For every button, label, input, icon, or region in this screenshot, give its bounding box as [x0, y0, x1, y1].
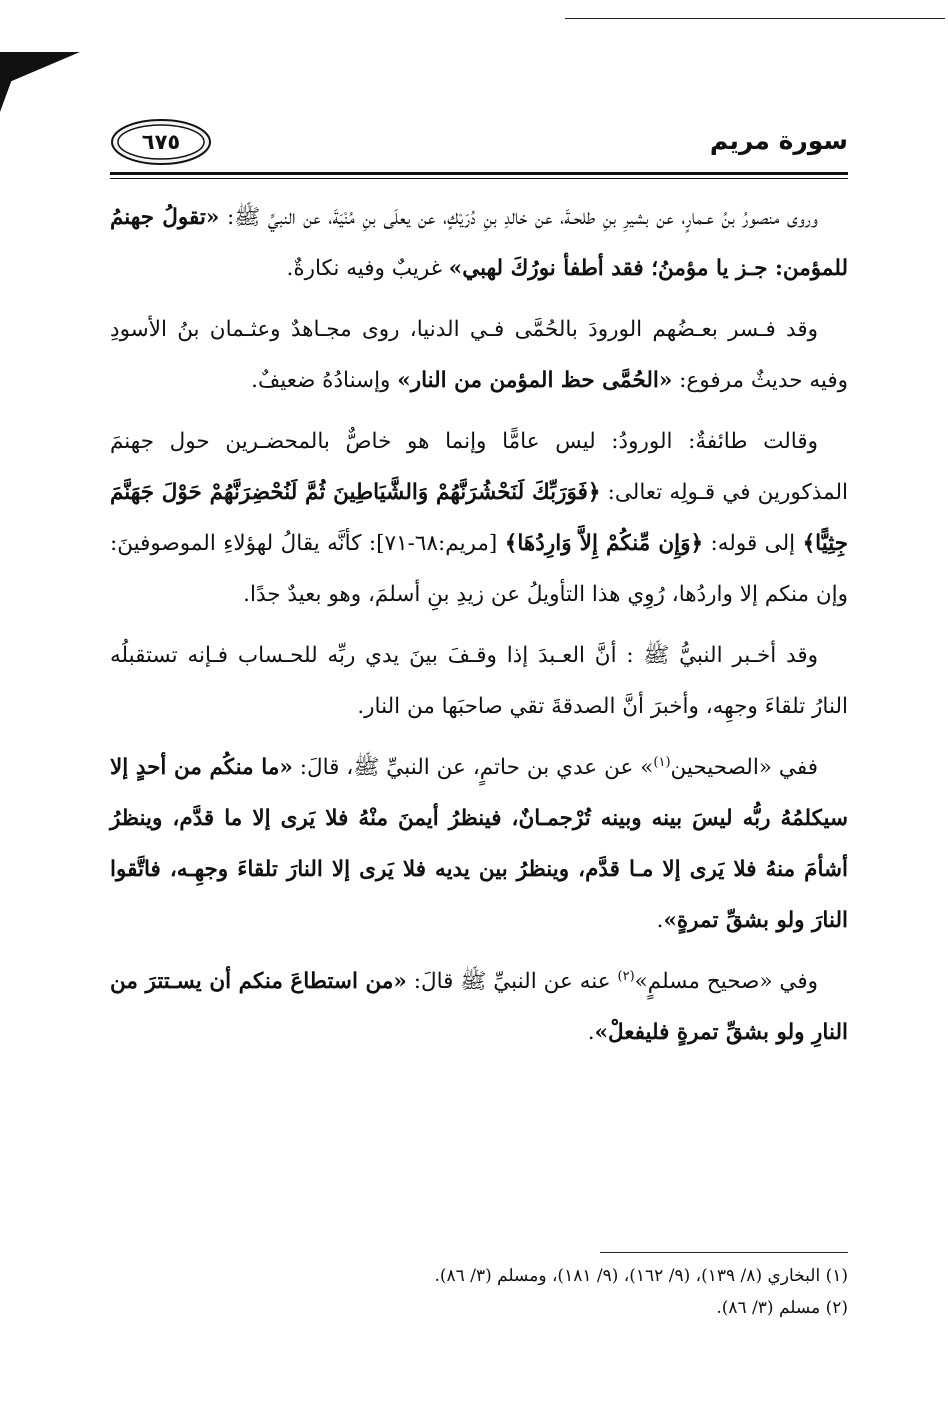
text-run: عنه عن النبيِّ ﷺ قالَ: [406, 969, 618, 994]
header-rule-thin [110, 178, 848, 179]
text-run: وفي «صحيح مسلمٍ» [634, 969, 818, 994]
text-run: وروى منصورُ بنُ عـمارٍ، عن بشيرِ بنِ طلحـةَ، عن خالدِ بنِ دُرَيْكٍ، عن يعلَى بنِ مُنْيَةَ، عن النبيِّ ﷺ: [219, 205, 818, 230]
text-run: . [587, 1020, 595, 1045]
paragraph-5 [110, 742, 848, 946]
paragraph-3 [110, 416, 848, 620]
paragraph-6 [110, 956, 848, 1058]
paragraph-1 [110, 192, 848, 294]
surah-title: سورة مريم [709, 126, 848, 155]
main-text [110, 192, 848, 1068]
hadith-quote: «الحُمَّى حظ المؤمن من النار» [397, 368, 673, 393]
text-run: غريبٌ وفيه نكارةٌ. [286, 256, 449, 281]
hadith-quote: «تقولُ جهنمُ للمؤمن: جـز يا مؤمنُ؛ فقد أطفأ نورُكَ لهبي» [110, 205, 848, 281]
top-rule [565, 18, 945, 19]
footnote-1: (١) البخاري (٨/ ١٣٩)، (٩/ ١٦٢)، (٩/ ١٨١)، ومسلم (٣/ ٨٦). [434, 1266, 848, 1286]
footnote-2: (٢) مسلم (٣/ ٨٦). [716, 1298, 848, 1318]
paragraph-4 [110, 630, 848, 732]
footnote-ref: (٢) [617, 968, 635, 984]
text-run: وقالت طائفةٌ: الورودُ: ليس عامًّا وإنما هو خاصٌّ بالمحضـرين حول جهنمَ المذكورين في قـولِه تعالى: [110, 429, 848, 505]
header-rule-thick [110, 172, 848, 175]
page-header [110, 118, 848, 170]
quran-verse: ﴿وَإِن مِّنكُمْ إِلاَّ وَارِدُهَا﴾ [504, 531, 704, 556]
paragraph-2 [110, 304, 848, 406]
footnote-ref: (١) [653, 754, 671, 770]
page-number: ٦٧٥ [141, 130, 181, 154]
text-run: » عن عدي بن حاتمٍ، عن النبيِّ ﷺ، قالَ: [292, 755, 654, 780]
footnote-rule [600, 1252, 848, 1253]
hadith-quote: «من استطاعَ منكم أن يسـتترَ من النارِ ولو بشقِّ تمرةٍ فليفعلْ» [110, 969, 848, 1045]
text-run: ففي «الصحيحين [670, 755, 818, 780]
text-run: وإسنادُهُ ضعيفٌ. [251, 368, 398, 393]
quran-verse: ﴿فَوَرَبِّكَ لَنَحْشُرَنَّهُمْ وَالشَّيَاطِينَ ثُمَّ لَنُحْضِرَنَّهُمْ حَوْلَ جَهَنَّمَ جِثِيًّا﴾ [110, 480, 848, 556]
text-run: . [656, 908, 664, 933]
text-run: [مريم:٦٨-٧١]: كأنَّه يقالُ لهؤلاءِ الموصوفينَ: وإن منكم إلا واردُها، رُوِي هذا التأويلُ عن زيدِ بنِ أسلمَ، وهو بعيدٌ جدًا. [110, 531, 848, 607]
hadith-quote: «ما منكُم من أحدٍ إلا سيكلمُهُ ربُّه ليسَ بينه وبينه تُرْجمـانٌ، فينظرُ أيمنَ منْهُ فلا يَرى إلا ما قدَّم، وينظرُ أشأمَ منهُ فلا يَرى إلا مـا قدَّم، وينظرُ بين يديه فلا يَرى إلا النارَ تلقاءَ وجهِـه، فاتَّقوا النارَ ولو بشقِّ تمرةٍ» [110, 755, 848, 933]
text-run: إلى قوله: [703, 531, 803, 556]
footnotes [110, 1260, 848, 1324]
text-run: وقد فـسر بعـضُهم الورودَ بالحُمَّى فـي الدنيا، روى مجـاهدٌ وعثـمان بنُ الأسودِ وفيه حديثٌ مرفوع: [110, 317, 848, 393]
text-run: وقد أخـبر النبيُّ ﷺ : أنَّ العـبدَ إذا وقـفَ بينَ يدي ربِّه للحـساب فـإنه تستقبلُه النارُ تلقاءَ وجهِه، وأخبرَ أنَّ الصدقةَ تقي صاحبَها من النار. [110, 643, 848, 719]
